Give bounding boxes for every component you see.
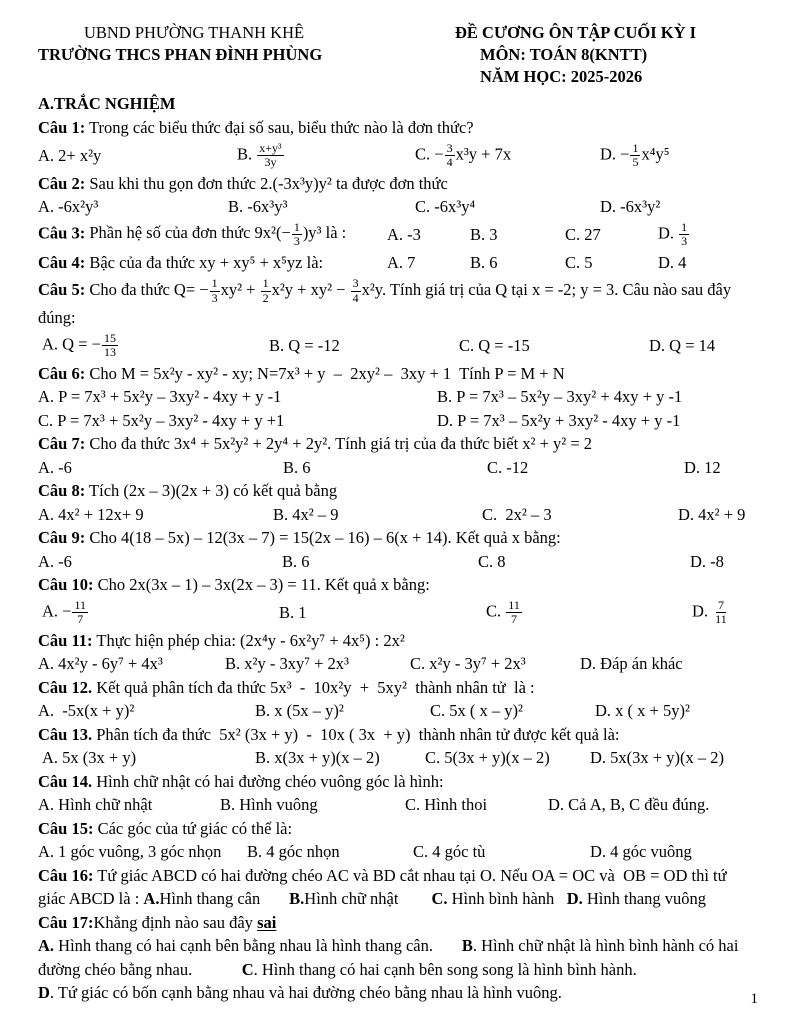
options-row: [38, 652, 754, 676]
question-4: [38, 251, 754, 275]
option-b: B. 1: [279, 602, 307, 622]
option-c: C. 2x² – 3: [482, 504, 552, 524]
option-b: B. x (5x – y)²: [255, 701, 344, 720]
question-10: [38, 573, 754, 629]
question-line: [38, 723, 754, 747]
question-line: [38, 116, 754, 140]
options-row: [38, 195, 754, 219]
option-d: D. − $\frac{1}{5}$ x⁴y⁵: [600, 140, 670, 169]
question-label: Câu 8:: [38, 481, 86, 500]
question-17: [38, 911, 754, 1005]
option-d: D. -8: [690, 551, 724, 571]
question-text: Tứ giác ABCD có hai đường chéo AC và BD cắt nhau tại O. Nếu OA = OC và OB = OD thì tứ giác ABCD là : A.Hình thang cân B.Hình chữ nhật C. Hình bình hành D. Hình thang vuông: [38, 865, 727, 908]
document-header: [38, 22, 754, 88]
question-text: Phần hệ số của đơn thức 9x²(− $\frac{1}{3}$ )y³ là :: [89, 219, 347, 248]
option-c: C. − $\frac{3}{4}$ x³y + 7x: [415, 140, 512, 169]
question-text-continued: đúng:: [38, 308, 76, 327]
option-a: A. -6: [38, 457, 72, 477]
option-b: B. $\frac{\text{x+y³}}{3y}$: [237, 140, 282, 169]
question-15: [38, 817, 754, 864]
header-left-block: [38, 22, 350, 88]
question-text: Cho 4(18 – 5x) – 12(3x – 7) = 15(2x – 16) – 6(x + 14). Kết quả x bằng:: [89, 528, 561, 547]
question-label: Câu 16:: [38, 865, 94, 885]
question-14: [38, 770, 754, 817]
option-a: A. -6: [38, 551, 72, 571]
question-16: [38, 864, 754, 911]
question-5: [38, 274, 754, 362]
option-d: D. -6x³y²: [600, 197, 661, 216]
question-line: [38, 221, 387, 249]
option-c: C. 27: [565, 224, 601, 244]
question-line: [38, 479, 754, 503]
question-7: [38, 432, 754, 479]
org-name-line1: UBND PHƯỜNG THANH KHÊ: [83, 23, 305, 42]
question-label: Câu 17:: [38, 912, 94, 932]
question-2: [38, 172, 754, 219]
question-text: Cho đa thức 3x⁴ + 5x²y² + 2y⁴ + 2y². Tính giá trị của đa thức biết x² + y² = 2: [89, 434, 593, 453]
options-row: [38, 597, 754, 629]
option-b: B. x(3x + y)(x – 2): [255, 748, 380, 767]
option-a: A. -5x(x + y)²: [38, 701, 135, 720]
option-c: C. Hình thoi: [405, 795, 488, 814]
question-line: [38, 362, 754, 386]
option-a: A. Q = − $\frac{15}{13}$: [42, 330, 116, 359]
org-name-line2: TRƯỜNG THCS PHAN ĐÌNH PHÙNG: [38, 45, 323, 64]
options-row: [38, 550, 754, 574]
question-line: [38, 172, 754, 196]
question-text: Thực hiện phép chia: (2x⁴y - 6x²y⁷ + 4x⁵) : 2x²: [96, 630, 405, 650]
option-a: A. Hình chữ nhật: [38, 795, 153, 814]
option-c: C. 5x ( x – y)²: [430, 701, 523, 720]
page-number: 1: [750, 991, 758, 1007]
option-d-line: D. Tứ giác có bốn cạnh bằng nhau và hai đường chéo bằng nhau là hình vuông.: [38, 983, 562, 1002]
option-b: B. 4x² – 9: [273, 504, 339, 524]
question-label: Câu 5:: [38, 280, 86, 299]
question-line: [38, 432, 754, 456]
document-title: ĐỀ CƯƠNG ÔN TẬP CUỐI KỲ I: [455, 23, 697, 42]
option-a: A. 4x² + 12x+ 9: [38, 504, 144, 524]
option-a: A. -3: [387, 224, 421, 244]
option-c: C. Q = -15: [459, 335, 530, 355]
question-text: Bậc của đa thức xy + xy⁵ + x⁵yz là:: [89, 252, 324, 272]
options-row: [38, 140, 754, 172]
question-text: Hình chữ nhật có hai đường chéo vuông góc là hình:: [96, 771, 444, 791]
option-d: D. 5x(3x + y)(x – 2): [590, 748, 724, 767]
option-a: A. − $\frac{11}{7}$: [42, 597, 87, 626]
option-a: A. 5x (3x + y): [42, 748, 137, 767]
question-line: [38, 274, 754, 306]
option-c: C. 5(3x + y)(x – 2): [425, 748, 550, 767]
question-text: Cho đa thức Q= − $\frac{1}{3}$ xy² + $\frac{1}{2}$ x²y + xy² − $\frac{3}{4}$ x²y. Tính giá trị của Q tại x = -2; y = 3. Câu nào sau đây: [89, 276, 732, 305]
question-label: Câu 1:: [38, 118, 86, 137]
option-c: C. $\frac{11}{7}$: [486, 597, 520, 626]
question-3: [38, 219, 754, 251]
option-b: B. Hình vuông: [220, 795, 318, 814]
question-11: [38, 629, 754, 676]
question-text: Kết quả phân tích đa thức 5x³ - 10x²y + 5xy² thành nhân tử là :: [96, 677, 535, 697]
question-text: Tích (2x – 3)(2x + 3) có kết quả bằng: [89, 481, 338, 500]
option-a: A. 7: [387, 252, 416, 272]
question-line: [38, 573, 754, 597]
option-d: D. Q = 14: [649, 335, 716, 355]
question-line: [38, 251, 387, 275]
option-a: A. 4x²y - 6y⁷ + 4x³: [38, 654, 163, 673]
option-d: D. P = 7x³ – 5x²y + 3xy² - 4xy + y -1: [437, 410, 681, 430]
option-d: D. $\frac{7}{11}$: [692, 597, 727, 626]
question-8: [38, 479, 754, 526]
option-c: C. 8: [478, 551, 506, 571]
option-c: C. -12: [487, 457, 529, 477]
option-d: D. Đáp án khác: [580, 654, 683, 673]
question-label: Câu 3:: [38, 223, 86, 243]
option-c: C. 5: [565, 252, 593, 272]
options-row: [38, 330, 754, 362]
option-a: A. 2+ x²y: [38, 145, 102, 165]
option-b: B. 6: [283, 457, 311, 477]
question-line: [38, 770, 754, 794]
options-row: [38, 385, 754, 432]
question-label: Câu 13.: [38, 724, 93, 744]
option-c: C. P = 7x³ + 5x²y – 3xy² - 4xy + y +1: [38, 410, 285, 430]
question-label: Câu 14.: [38, 771, 93, 791]
question-label: Câu 6:: [38, 363, 86, 383]
question-line: [38, 817, 754, 841]
option-b: B. 4 góc nhọn: [247, 842, 340, 861]
question-label: Câu 2:: [38, 173, 86, 193]
question-label: Câu 12.: [38, 677, 93, 697]
option-a: A. P = 7x³ + 5x²y – 3xy² - 4xy + y -1: [38, 387, 282, 406]
question-12: [38, 676, 754, 723]
question-text: Khẳng định nào sau đây sai: [93, 912, 277, 932]
question-label: Câu 15:: [38, 818, 94, 838]
question-13: [38, 723, 754, 770]
options-row: [38, 456, 754, 480]
option-d: D. Cả A, B, C đều đúng.: [548, 795, 710, 814]
option-d: D. x ( x + 5y)²: [595, 701, 690, 720]
option-c: C. 4 góc tù: [413, 842, 486, 861]
question-label: Câu 4:: [38, 252, 86, 272]
options-row: [38, 746, 754, 770]
question-line: [38, 911, 754, 935]
options-row: [38, 699, 754, 723]
option-d: D. 12: [684, 457, 721, 477]
school-year-line: NĂM HỌC: 2025-2026: [480, 67, 643, 86]
subject-line: MÔN: TOÁN 8(KNTT): [480, 45, 648, 64]
option-b: B. 6: [282, 551, 310, 571]
question-9: [38, 526, 754, 573]
option-a: A. -6x²y³: [38, 197, 99, 216]
question-text: Các góc của tứ giác có thể là:: [97, 818, 293, 838]
option-b: B. x²y - 3xy⁷ + 2x³: [225, 654, 349, 673]
options-row: [38, 793, 754, 817]
option-d: D. $\frac{1}{3}$: [658, 219, 688, 248]
options-row: [38, 840, 754, 864]
header-right-block: [455, 22, 696, 88]
question-line: [38, 629, 754, 653]
question-text: Cho 2x(3x – 1) – 3x(2x – 3) = 11. Kết quả x bằng:: [97, 575, 430, 594]
option-a: A. 1 góc vuông, 3 góc nhọn: [38, 842, 222, 861]
option-b: B. 3: [470, 224, 498, 244]
option-d: D. 4 góc vuông: [590, 842, 692, 861]
question-text: Cho M = 5x²y - xy² - xy; N=7x³ + y – 2xy² – 3xy + 1 Tính P = M + N: [89, 363, 565, 383]
option-b: B. -6x³y³: [228, 197, 288, 216]
question-text: Phân tích đa thức 5x² (3x + y) - 10x ( 3x + y) thành nhân tử được kết quả là:: [96, 724, 620, 744]
options-row: [38, 503, 754, 527]
question-label: Câu 11:: [38, 630, 93, 650]
option-b: B. 6: [470, 252, 498, 272]
option-c: C. x²y - 3y⁷ + 2x³: [410, 654, 526, 673]
question-6: [38, 362, 754, 433]
question-line: [38, 676, 754, 700]
option-d: D. 4x² + 9: [678, 504, 746, 524]
option-d: D. 4: [658, 252, 687, 272]
option-c: C. -6x³y⁴: [415, 197, 476, 216]
options-paragraph-abc: A. Hình thang có hai cạnh bên bằng nhau là hình thang cân. B. Hình chữ nhật là hình bình hành có hai đường chéo bằng nhau. C. Hình thang có hai cạnh bên song song là hình bình hành.: [38, 936, 739, 979]
option-b: B. Q = -12: [269, 335, 340, 355]
option-b: B. P = 7x³ – 5x²y – 3xy² + 4xy + y -1: [437, 387, 683, 406]
question-label: Câu 10:: [38, 575, 94, 594]
question-label: Câu 9:: [38, 528, 86, 547]
question-text: Sau khi thu gọn đơn thức 2.(-3x³y)y² ta được đơn thức: [89, 173, 448, 193]
question-text: Trong các biểu thức đại số sau, biểu thức nào là đơn thức?: [89, 118, 474, 137]
section-title: A.TRẮC NGHIỆM: [38, 94, 176, 113]
question-1: [38, 116, 754, 172]
question-label: Câu 7:: [38, 434, 86, 453]
question-line: [38, 526, 754, 550]
